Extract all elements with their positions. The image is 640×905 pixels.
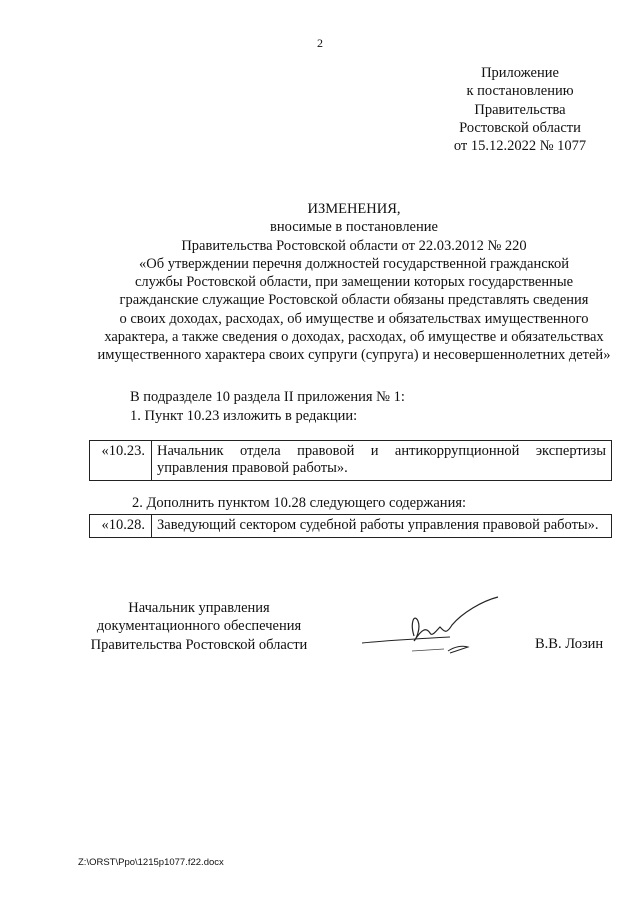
- item-2-paragraph: 2. Дополнить пунктом 10.28 следующего содержания:: [132, 495, 467, 511]
- heading-title: ИЗМЕНЕНИЯ,: [307, 201, 401, 217]
- item-number-cell: «10.28.: [90, 515, 152, 538]
- appendix-line: Ростовской области: [459, 119, 581, 136]
- item-1-paragraph: 1. Пункт 10.23 изложить в редакции:: [130, 408, 358, 424]
- heading-line: имущественного характера своих супруги (супруга) и несовершеннолетних детей»: [97, 347, 611, 364]
- heading-line: характера, а также сведения о доходах, расходах, об имуществе и обязательствах: [104, 329, 604, 346]
- table-row: [90, 441, 612, 481]
- item-text-cell: Заведующий сектором судебной работы управления правовой работы».: [152, 515, 612, 538]
- amendment-table-1: [89, 440, 612, 481]
- signatory-position: [88, 599, 310, 654]
- document-heading: [84, 200, 624, 365]
- position-line: документационного обеспечения: [96, 618, 302, 635]
- file-path-footer: Z:\ORST\Ppo\1215p1077.f22.docx: [78, 857, 224, 868]
- appendix-block: [420, 64, 620, 155]
- handwritten-signature: [352, 595, 502, 657]
- appendix-date-line: от 15.12.2022 № 1077: [453, 138, 587, 155]
- heading-line: «Об утверждении перечня должностей государственной гражданской: [139, 255, 569, 272]
- appendix-line: к постановлению: [466, 83, 574, 100]
- item-number-cell: «10.23.: [90, 441, 152, 481]
- heading-line: вносимые в постановление: [270, 219, 438, 236]
- page-number: 2: [317, 36, 323, 50]
- intro-paragraph: В подразделе 10 раздела II приложения № 1:: [130, 389, 405, 405]
- heading-line: гражданские служащие Ростовской области обязаны представлять сведения: [119, 292, 589, 309]
- heading-line: Правительства Ростовской области от 22.03.2012 № 220: [181, 237, 527, 254]
- heading-line: службы Ростовской области, при замещении которых государственные: [134, 274, 574, 291]
- heading-line: о своих доходах, расходах, об имуществе и обязательствах имущественного: [119, 310, 589, 327]
- appendix-line: Правительства: [474, 101, 566, 118]
- amendment-table-2: [89, 514, 612, 538]
- position-line: Начальник управления: [128, 600, 270, 616]
- signatory-name: В.В. Лозин: [535, 636, 604, 652]
- table-row: [90, 515, 612, 538]
- appendix-line: Приложение: [481, 65, 559, 81]
- position-line: Правительства Ростовской области: [90, 636, 308, 653]
- item-text-cell: Начальник отдела правовой и антикоррупционной экспертизы управления правовой работы».: [152, 441, 612, 481]
